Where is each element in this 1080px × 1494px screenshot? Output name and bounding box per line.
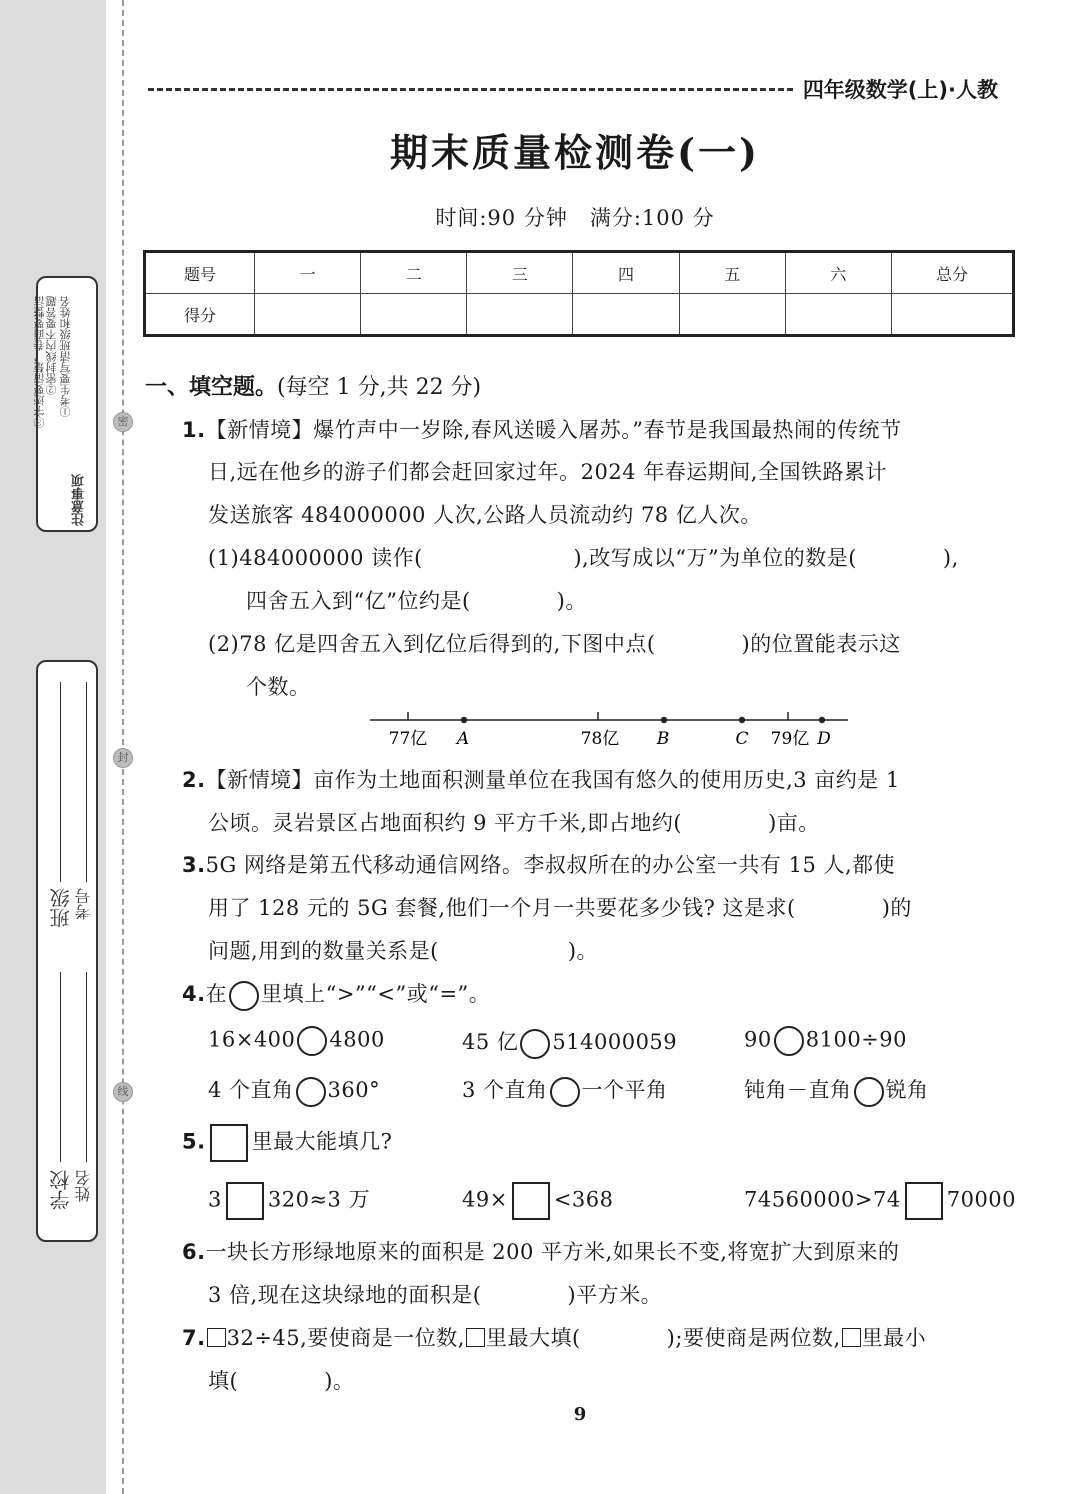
q2-line-1 <box>182 764 900 794</box>
question-number: 1. <box>182 418 206 442</box>
compare-left: 90 <box>744 1027 772 1052</box>
binding-mark-3: 线 <box>113 1082 133 1102</box>
tick-label-79: 79亿 <box>770 729 810 749</box>
q4-item-5 <box>462 1074 668 1107</box>
compare-right: 514000059 <box>552 1030 678 1054</box>
q4-item-4 <box>208 1074 380 1107</box>
score-table <box>143 250 1015 337</box>
answer-box <box>210 1124 248 1162</box>
table-header: 五 <box>679 252 785 294</box>
q1-part1-line-1: (1)484000000 读作( ),改写成以“万”为单位的数是( ), <box>208 546 959 570</box>
score-cell[interactable] <box>255 294 361 336</box>
q5-item-2 <box>462 1182 614 1220</box>
question-number: 2. <box>182 768 206 792</box>
expr-right: 320≈3 万 <box>267 1187 371 1212</box>
blank-box <box>466 1328 485 1347</box>
compare-right: 锐角 <box>885 1078 929 1102</box>
page-title: 期末质量检测卷(一) <box>390 130 760 175</box>
question-number: 6. <box>182 1240 206 1264</box>
question-text: 5G 网络是第五代移动通信网络。李叔叔所在的办公室一共有 15 人,都使 <box>205 853 896 877</box>
compare-left: 16×400 <box>208 1027 296 1052</box>
expr-right: 70000 <box>946 1187 1017 1212</box>
new-context-tag: 【新情境】 <box>205 418 314 442</box>
header-dash-line <box>148 88 793 91</box>
point-d <box>819 717 825 723</box>
answer-box[interactable] <box>226 1182 264 1220</box>
notice-item-3: ③字迹要清楚，卷面要整洁 <box>33 296 46 428</box>
exam-info: 时间:90 分钟 满分:100 分 <box>435 206 715 230</box>
school-label: 学校 <box>49 1170 73 1210</box>
question-text: 里最大填( );要使商是两位数, <box>485 1326 841 1350</box>
q3-line-3: 问题,用到的数量关系是( )。 <box>208 939 599 963</box>
compare-right: 一个平角 <box>581 1078 668 1102</box>
page-number: 9 <box>573 1404 587 1425</box>
student-info-box <box>36 660 98 1242</box>
number-line <box>360 706 860 752</box>
notice-item-2: ②密封线内不要答题 <box>45 296 58 395</box>
notice-title: 注意事项 <box>72 474 87 526</box>
name-label: 姓名 <box>74 1170 93 1202</box>
question-text: 亩作为土地面积测量单位在我国有悠久的使用历史,3 亩约是 1 <box>313 768 900 792</box>
point-c <box>739 717 745 723</box>
score-cell[interactable] <box>467 294 573 336</box>
seal-line <box>122 0 124 1494</box>
point-b <box>661 717 667 723</box>
q6-line-2: 3 倍,现在这块绿地的面积是( )平方米。 <box>208 1283 663 1307</box>
q5-item-3 <box>744 1182 1016 1220</box>
q5-intro <box>182 1124 392 1162</box>
compare-circle[interactable] <box>774 1026 804 1056</box>
score-table-header-row <box>145 252 1014 294</box>
score-cell[interactable] <box>573 294 679 336</box>
q4-item-3 <box>744 1026 907 1056</box>
compare-circle <box>229 981 259 1011</box>
tick-label-77: 77亿 <box>388 729 428 749</box>
compare-circle[interactable] <box>550 1077 580 1107</box>
table-header: 三 <box>467 252 573 294</box>
question-text: 在 <box>205 982 228 1006</box>
section-title <box>145 370 481 401</box>
table-header: 六 <box>785 252 891 294</box>
q1-line-1 <box>182 414 902 444</box>
q4-item-1 <box>208 1026 385 1056</box>
compare-circle[interactable] <box>297 1026 327 1056</box>
binding-mark-1: 密 <box>113 412 133 432</box>
q1-line-3: 发送旅客 484000000 人次,公路人员流动约 78 亿人次。 <box>208 503 762 527</box>
table-header: 题号 <box>145 252 255 294</box>
question-text: 一块长方形绿地原来的面积是 200 平方米,如果长不变,将宽扩大到原来的 <box>205 1240 900 1264</box>
notice-item-1: ①考生要写清班级和姓名 <box>59 296 72 417</box>
answer-box[interactable] <box>512 1182 550 1220</box>
blank-box <box>207 1328 226 1347</box>
q1-part2-line-2: 个数。 <box>246 675 311 699</box>
exam-number-label: 考号 <box>74 888 93 920</box>
compare-left: 45 亿 <box>462 1030 519 1054</box>
subject-label: 四年级数学(上)·人教 <box>802 78 998 102</box>
q7-line-1 <box>182 1322 926 1352</box>
expr-left: 74560000>74 <box>744 1187 901 1212</box>
question-number: 5. <box>182 1129 206 1154</box>
score-cell[interactable] <box>892 294 1014 336</box>
table-header: 总分 <box>892 252 1014 294</box>
tick-label-78: 78亿 <box>580 729 620 749</box>
question-number: 3. <box>182 853 206 877</box>
question-number: 7. <box>182 1326 206 1350</box>
point-label-a: A <box>456 729 470 749</box>
binding-mark-2: 封 <box>113 748 133 768</box>
compare-right: 8100÷90 <box>805 1027 907 1052</box>
score-row-label: 得分 <box>145 294 255 336</box>
table-header: 一 <box>255 252 361 294</box>
question-text: 里最大能填几? <box>251 1129 393 1154</box>
q6-line-1 <box>182 1236 899 1266</box>
point-label-b: B <box>656 729 670 749</box>
question-text: 里填上“>”“<”或“=”。 <box>261 982 491 1006</box>
compare-left: 钝角－直角 <box>744 1078 852 1102</box>
q1-line-2: 日,远在他乡的游子们都会赶回家过年。2024 年春运期间,全国铁路累计 <box>208 460 887 484</box>
score-table-score-row <box>145 294 1014 336</box>
score-cell[interactable] <box>785 294 891 336</box>
section-note: (每空 1 分,共 22 分) <box>277 375 482 400</box>
question-text: 爆竹声中一岁除,春风送暖入屠苏。”春节是我国最热闹的传统节 <box>313 418 902 442</box>
score-cell[interactable] <box>361 294 467 336</box>
q3-line-1 <box>182 849 895 879</box>
compare-right: 360° <box>327 1078 381 1102</box>
class-label: 班级 <box>49 888 73 928</box>
table-header: 二 <box>361 252 467 294</box>
compare-circle[interactable] <box>520 1029 550 1059</box>
q5-item-1 <box>208 1182 370 1220</box>
compare-circle[interactable] <box>854 1077 884 1107</box>
expr-left: 3 <box>208 1187 222 1212</box>
compare-right: 4800 <box>329 1027 385 1052</box>
q4-intro <box>182 978 490 1011</box>
point-a <box>461 717 467 723</box>
expr-right: <368 <box>553 1187 614 1212</box>
q1-part1-line-2: 四舍五入到“亿”位约是( )。 <box>246 589 587 613</box>
q2-line-2: 公顷。灵岩景区占地面积约 9 平方千米,即占地约( )亩。 <box>208 811 820 835</box>
expr-left: 49× <box>462 1187 508 1212</box>
new-context-tag: 【新情境】 <box>205 768 314 792</box>
question-number: 4. <box>182 982 206 1006</box>
q7-line-2: 填( )。 <box>208 1369 355 1393</box>
score-cell[interactable] <box>679 294 785 336</box>
question-text: 里最小 <box>861 1326 927 1350</box>
table-header: 四 <box>573 252 679 294</box>
section-heading: 一、填空题。 <box>145 375 278 400</box>
compare-left: 3 个直角 <box>462 1078 548 1102</box>
question-text: 32÷45,要使商是一位数, <box>226 1326 465 1350</box>
blank-box <box>842 1328 861 1347</box>
q3-line-2: 用了 128 元的 5G 套餐,他们一个月一共要花多少钱? 这是求( )的 <box>208 896 912 920</box>
answer-box[interactable] <box>905 1182 943 1220</box>
subject-header <box>148 74 998 104</box>
notice-box <box>33 276 98 532</box>
compare-left: 4 个直角 <box>208 1078 294 1102</box>
q4-item-2 <box>462 1026 677 1059</box>
point-label-c: C <box>735 729 749 749</box>
q1-part2-line-1: (2)78 亿是四舍五入到亿位后得到的,下图中点( )的位置能表示这 <box>208 632 901 656</box>
point-label-d: D <box>817 729 831 749</box>
compare-circle[interactable] <box>296 1077 326 1107</box>
q4-item-6 <box>744 1074 929 1107</box>
